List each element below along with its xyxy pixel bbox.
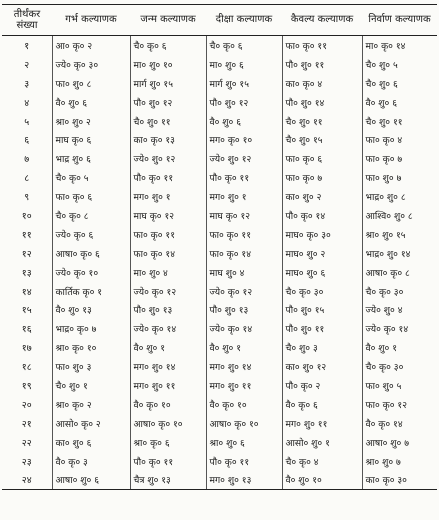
cell-diksha-kalyanak: मग० शु० १ [206,187,282,206]
cell-tirthankar-number: ४ [24,97,30,109]
cell-tirthankar-number: ७ [24,154,30,166]
table-row [2,187,437,206]
table-row [2,376,437,395]
cell-garbha-kalyanak: ज्ये० कृ० १० [52,263,130,282]
table-row [2,206,437,225]
cell-garbha-kalyanak: कार्तिक कृ० १ [52,282,130,301]
cell-tirthankar-number: २४ [2,470,52,489]
cell-janma-kalyanak: मग० शु० १४ [130,357,206,376]
cell-janma-kalyanak: फा० कृ० १४ [130,244,206,263]
cell-nirvana-kalyanak: आश्वि० शु० ८ [362,206,437,225]
table-row [2,225,437,244]
table-row [2,357,437,376]
table-row [2,452,437,471]
table-row [2,263,437,282]
cell-janma-kalyanak: चै० कृ० ६ [130,36,206,55]
table-body [2,36,437,490]
cell-tirthankar-number: ११ [21,229,32,241]
cell-janma-kalyanak: फा० कृ० ११ [130,225,206,244]
cell-janma-kalyanak: मार्ग शु० १५ [130,74,206,93]
cell-garbha-kalyanak: वै० शु० ६ [52,93,130,112]
cell-garbha-kalyanak: फा० शु० ८ [52,74,130,93]
cell-tirthankar-number: १८ [21,362,32,374]
cell-diksha-kalyanak: चै० कृ० ६ [206,36,282,55]
cell-janma-kalyanak: पौ० शु० १३ [130,300,206,319]
cell-diksha-kalyanak: मग० शु० ११ [206,376,282,395]
cell-janma-kalyanak: मा० शु० ४ [130,263,206,282]
cell-kevalya-kalyanak: चै० शु० ३ [282,338,362,357]
cell-nirvana-kalyanak: फा० शु० ७ [362,168,437,187]
header-nirvana-kalyanak: निर्वाण कल्याणक [362,5,437,36]
cell-janma-kalyanak: मा० शु० १० [130,55,206,74]
cell-diksha-kalyanak: पौ० कृ० ११ [206,168,282,187]
cell-garbha-kalyanak: आषा० शु० ६ [52,470,130,489]
cell-tirthankar-number: ९ [24,192,30,204]
cell-nirvana-kalyanak: फा० कृ० १२ [362,395,437,414]
cell-nirvana-kalyanak: वै० कृ० १४ [362,414,437,433]
cell-kevalya-kalyanak: पौ० शु० ११ [282,55,362,74]
cell-nirvana-kalyanak: फा० कृ० ७ [362,149,437,168]
table-row [2,149,437,168]
cell-janma-kalyanak: वै० कृ० १० [130,395,206,414]
cell-kevalya-kalyanak: माघ० शु० २ [282,244,362,263]
header-kevalya-kalyanak: कैवल्य कल्याणक [282,5,362,36]
cell-diksha-kalyanak: ज्ये० कृ० १४ [206,319,282,338]
cell-nirvana-kalyanak: चै० शु० ५ [362,55,437,74]
cell-diksha-kalyanak: मग० शु० १४ [206,357,282,376]
cell-kevalya-kalyanak: पौ० शु० १५ [282,300,362,319]
cell-garbha-kalyanak: चै० कृ० ८ [52,206,130,225]
cell-tirthankar-number: ५ [24,116,30,128]
cell-nirvana-kalyanak: भाद्र० शु० ८ [362,187,437,206]
cell-tirthankar-number: ३ [24,78,30,90]
cell-nirvana-kalyanak: श्रा० शु० १५ [362,225,437,244]
table-row [2,300,437,319]
cell-nirvana-kalyanak: चै० कृ० ३० [362,282,437,301]
cell-garbha-kalyanak: भाद्र० कृ० ७ [52,319,130,338]
cell-diksha-kalyanak: मग० कृ० १० [206,130,282,149]
cell-diksha-kalyanak: ज्ये० शु० १२ [206,149,282,168]
cell-nirvana-kalyanak: चै० शु० ११ [362,112,437,131]
cell-diksha-kalyanak: वै० शु० १ [206,338,282,357]
cell-nirvana-kalyanak: ज्ये० कृ० १४ [362,319,437,338]
table-row [2,130,437,149]
header-janma-kalyanak: जन्म कल्याणक [130,5,206,36]
cell-kevalya-kalyanak: आसो० शु० १ [282,433,362,452]
cell-garbha-kalyanak: भाद्र शु० ६ [52,149,130,168]
cell-janma-kalyanak: मग० शु० १ [130,187,206,206]
cell-diksha-kalyanak: मा० शु० ६ [206,55,282,74]
cell-kevalya-kalyanak: पौ० कृ० १४ [282,206,362,225]
cell-janma-kalyanak: ज्ये० शु० १२ [130,149,206,168]
cell-kevalya-kalyanak: पौ० कृ० २ [282,376,362,395]
cell-kevalya-kalyanak: माघ० शु० ६ [282,263,362,282]
cell-diksha-kalyanak: माघ शु० ४ [206,263,282,282]
cell-kevalya-kalyanak: चै० कृ० ३० [282,282,362,301]
header-tirthankar-number: तीर्थंकर संख्या [2,5,52,36]
cell-diksha-kalyanak: मार्ग शु० १५ [206,74,282,93]
cell-tirthankar-number: १७ [21,343,32,355]
table-row [2,433,437,452]
table-row [2,470,437,489]
cell-janma-kalyanak: का० कृ० १३ [130,130,206,149]
cell-nirvana-kalyanak: मा० कृ० १४ [362,36,437,55]
cell-tirthankar-number: १५ [21,305,32,317]
table-row [2,244,437,263]
cell-tirthankar-number: १० [21,210,32,222]
cell-kevalya-kalyanak: मग० शु० ११ [282,414,362,433]
cell-janma-kalyanak: पौ० शु० १२ [130,93,206,112]
cell-janma-kalyanak: पौ० कृ० ११ [130,452,206,471]
cell-diksha-kalyanak: ज्ये० कृ० १२ [206,282,282,301]
cell-garbha-kalyanak: का० शु० ६ [52,433,130,452]
cell-nirvana-kalyanak: श्रा० शु० ७ [362,452,437,471]
cell-garbha-kalyanak: फा० शु० ३ [52,357,130,376]
table-row [2,395,437,414]
cell-kevalya-kalyanak: का० कृ० ४ [282,74,362,93]
cell-tirthankar-number: १६ [21,324,32,336]
cell-kevalya-kalyanak: चै० कृ० ४ [282,452,362,471]
cell-diksha-kalyanak: माघ कृ० १२ [206,206,282,225]
cell-tirthankar-number: १४ [21,286,32,298]
cell-nirvana-kalyanak: का० कृ० ३० [362,470,437,489]
cell-kevalya-kalyanak: फा० कृ० ११ [282,36,362,55]
cell-tirthankar-number: २ [24,59,30,71]
cell-kevalya-kalyanak: फा० कृ० ७ [282,168,362,187]
cell-kevalya-kalyanak: पौ० शु० ११ [282,319,362,338]
table-row [2,55,437,74]
header-diksha-kalyanak: दीक्षा कल्याणक [206,5,282,36]
table-row [2,338,437,357]
cell-tirthankar-number: २२ [21,437,32,449]
cell-nirvana-kalyanak: भाद्र० शु० १४ [362,244,437,263]
cell-nirvana-kalyanak: चै० शु० ६ [362,74,437,93]
cell-janma-kalyanak: माघ कृ० १२ [130,206,206,225]
cell-garbha-kalyanak: ज्ये० कृ० ३० [52,55,130,74]
cell-nirvana-kalyanak: चै० कृ० ३० [362,357,437,376]
cell-kevalya-kalyanak: फा० कृ० ६ [282,149,362,168]
cell-nirvana-kalyanak: वै० शु० १ [362,338,437,357]
cell-kevalya-kalyanak: पौ० शु० १४ [282,93,362,112]
cell-janma-kalyanak: आषा० कृ० १० [130,414,206,433]
cell-tirthankar-number: २३ [21,456,32,468]
cell-kevalya-kalyanak: चै० शु० ११ [282,112,362,131]
cell-garbha-kalyanak: श्रा० कृ० २ [52,395,130,414]
cell-diksha-kalyanak: वै० शु० ६ [206,112,282,131]
cell-kevalya-kalyanak: चै० शु० १५ [282,130,362,149]
cell-garbha-kalyanak: चै० शु० १ [52,376,130,395]
cell-diksha-kalyanak: पौ० शु० १२ [206,93,282,112]
table-row [2,319,437,338]
cell-diksha-kalyanak: श्रा० शु० ६ [206,433,282,452]
cell-janma-kalyanak: श्रा० कृ० ६ [130,433,206,452]
cell-diksha-kalyanak: फा० कृ० १४ [206,244,282,263]
cell-janma-kalyanak: पौ० कृ० ११ [130,168,206,187]
table-row [2,36,437,55]
cell-garbha-kalyanak: आ० कृ० २ [52,36,130,55]
cell-garbha-kalyanak: फा० कृ० ६ [52,187,130,206]
cell-diksha-kalyanak: आषा० कृ० १० [206,414,282,433]
cell-tirthankar-number: ८ [24,173,30,185]
table-row [2,74,437,93]
cell-janma-kalyanak: चैत्र शु० १३ [130,470,206,489]
cell-nirvana-kalyanak: ज्ये० शु० ४ [362,300,437,319]
cell-garbha-kalyanak: आसो० कृ० २ [52,414,130,433]
cell-diksha-kalyanak: पौ० शु० १३ [206,300,282,319]
table-row [2,282,437,301]
cell-janma-kalyanak: ज्ये० कृ० १२ [130,282,206,301]
cell-diksha-kalyanak: पौ० कृ० ११ [206,452,282,471]
cell-janma-kalyanak: मग० शु० ११ [130,376,206,395]
cell-nirvana-kalyanak: फा० शु० ५ [362,376,437,395]
cell-kevalya-kalyanak: का० शु० १२ [282,357,362,376]
cell-garbha-kalyanak: चै० कृ० ५ [52,168,130,187]
cell-diksha-kalyanak: मग० शु० १३ [206,470,282,489]
cell-garbha-kalyanak: वै० शु० १३ [52,300,130,319]
cell-garbha-kalyanak: श्रा० कृ० १० [52,338,130,357]
cell-nirvana-kalyanak: फा० कृ० ४ [362,130,437,149]
cell-tirthankar-number: १२ [21,248,32,260]
cell-tirthankar-number: १९ [21,380,32,392]
cell-tirthankar-number: २० [21,399,32,411]
table-header-row [2,5,437,36]
cell-tirthankar-number: २१ [21,418,32,430]
cell-diksha-kalyanak: वै० कृ० १० [206,395,282,414]
cell-janma-kalyanak: ज्ये० कृ० १४ [130,319,206,338]
cell-tirthankar-number: १३ [21,267,32,279]
cell-janma-kalyanak: चै० शु० ११ [130,112,206,131]
cell-kevalya-kalyanak: का० शु० २ [282,187,362,206]
table-row [2,168,437,187]
cell-kevalya-kalyanak: वै० कृ० ६ [282,395,362,414]
cell-garbha-kalyanak: श्रा० शु० २ [52,112,130,131]
header-garbha-kalyanak: गर्भ कल्याणक [52,5,130,36]
cell-nirvana-kalyanak: आषा० शु० ७ [362,433,437,452]
cell-janma-kalyanak: वै० शु० १ [130,338,206,357]
table-row [2,112,437,131]
table-row [2,414,437,433]
cell-nirvana-kalyanak: वै० शु० ६ [362,93,437,112]
cell-nirvana-kalyanak: आषा० कृ० ८ [362,263,437,282]
cell-kevalya-kalyanak: माघ० कृ० ३० [282,225,362,244]
cell-tirthankar-number: १ [24,40,30,52]
cell-garbha-kalyanak: आषा० कृ० ६ [52,244,130,263]
cell-tirthankar-number: ६ [24,135,30,147]
table-row [2,93,437,112]
cell-kevalya-kalyanak: वै० शु० १० [282,470,362,489]
tirthankar-kalyanak-table [2,4,437,490]
cell-garbha-kalyanak: वै० कृ० ३ [52,452,130,471]
cell-diksha-kalyanak: फा० कृ० ११ [206,225,282,244]
cell-garbha-kalyanak: ज्ये० कृ० ६ [52,225,130,244]
cell-garbha-kalyanak: माघ कृ० ६ [52,130,130,149]
